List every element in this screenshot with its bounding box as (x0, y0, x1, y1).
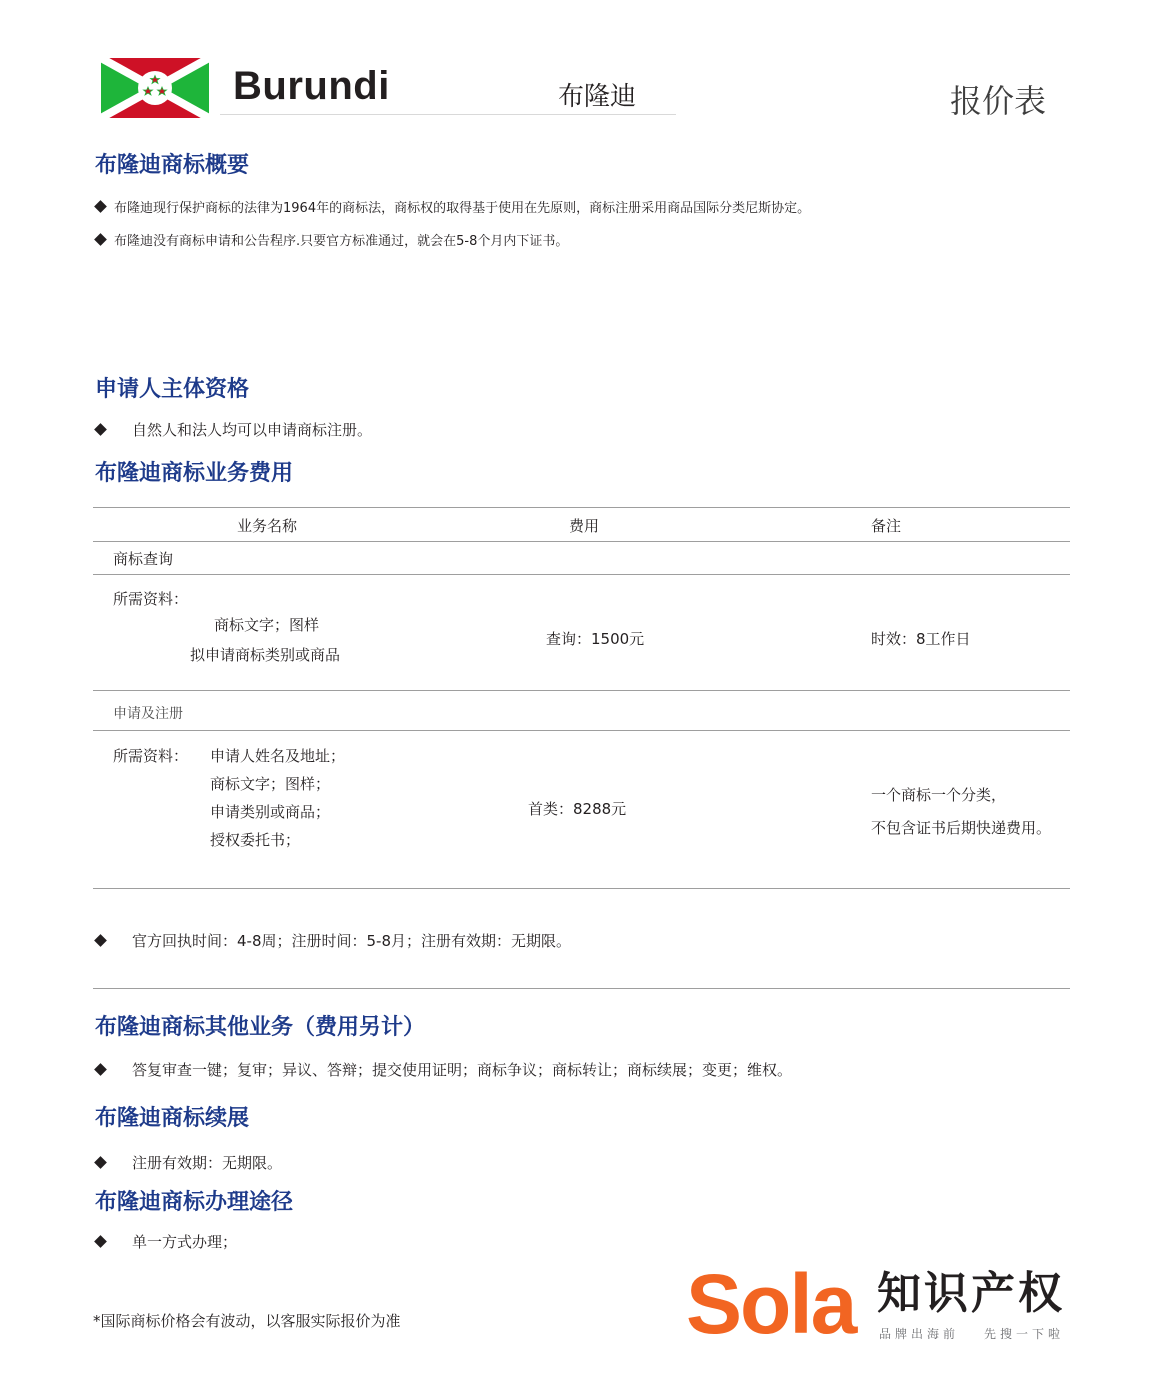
header-divider (220, 114, 676, 115)
brand-name-cn: 知识产权 (877, 1268, 1065, 1319)
burundi-flag (101, 58, 209, 118)
table-rule (93, 690, 1070, 691)
material-item: 商标文字；图样 (214, 616, 320, 634)
section-title-fees: 布隆迪商标业务费用 (95, 461, 294, 486)
material-item: 授权委托书； (210, 831, 301, 849)
column-header-remark: 备注 (871, 517, 902, 535)
service-name-search: 商标查询 (113, 550, 174, 568)
column-header-fee: 费用 (569, 517, 600, 535)
bullet-diamond-icon (94, 1235, 107, 1248)
list-item: 答复审查一键；复审；异议、答辩；提交使用证明；商标争议；商标转让；商标续展；变更；维权。 (95, 1059, 792, 1080)
service-name-registration: 申请及注册 (113, 706, 183, 722)
bullet-diamond-icon (94, 200, 107, 213)
bullet-diamond-icon (94, 1063, 107, 1076)
sola-logo: Sola (686, 1257, 856, 1351)
slogan-left: 品牌出海前 (879, 1327, 960, 1341)
list-item: 官方回执时间：4-8周；注册时间：5-8月；注册有效期：无期限。 (95, 930, 571, 951)
list-item: 注册有效期：无期限。 (95, 1152, 282, 1173)
country-name-cn: 布隆迪 (558, 82, 637, 112)
table-rule (93, 574, 1070, 575)
table-rule (93, 888, 1070, 889)
search-remark: 时效：8工作日 (871, 630, 971, 648)
material-item: 申请人姓名及地址； (210, 747, 346, 765)
materials-label: 所需资料： (113, 747, 189, 765)
bullet-diamond-icon (94, 1156, 107, 1169)
section-divider (93, 988, 1070, 989)
bullet-diamond-icon (94, 934, 107, 947)
section-title-other: 布隆迪商标其他业务（费用另计） (95, 1015, 426, 1040)
bullet-diamond-icon (94, 423, 107, 436)
section-title-overview: 布隆迪商标概要 (95, 153, 250, 178)
list-item: 布隆迪现行保护商标的法律为1964年的商标法，商标权的取得基于使用在先原则，商标注册采用商品国际分类尼斯协定。 (95, 197, 810, 216)
list-item: 单一方式办理； (95, 1231, 237, 1252)
document-type: 报价表 (950, 82, 1047, 120)
section-title-eligibility: 申请人主体资格 (95, 377, 250, 402)
table-rule (93, 507, 1070, 508)
list-item: 布隆迪没有商标申请和公告程序.只要官方标准通过，就会在5-8个月内下证书。 (95, 230, 568, 249)
section-title-renewal: 布隆迪商标续展 (95, 1106, 250, 1131)
slogan-right: 先搜一下啦 (984, 1327, 1065, 1341)
material-item: 申请类别或商品； (210, 803, 331, 821)
materials-label: 所需资料： (113, 590, 189, 608)
price-disclaimer: *国际商标价格会有波动，以客服实际报价为准 (93, 1312, 401, 1330)
table-rule (93, 541, 1070, 542)
registration-remark: 一个商标一个分类， (871, 786, 1007, 804)
registration-remark: 不包含证书后期快递费用。 (871, 819, 1052, 837)
table-rule (93, 730, 1070, 731)
registration-fee: 首类：8288元 (528, 800, 627, 818)
section-title-channel: 布隆迪商标办理途径 (95, 1190, 294, 1215)
material-item: 拟申请商标类别或商品 (190, 646, 341, 664)
column-header-name: 业务名称 (237, 517, 298, 535)
search-fee: 查询：1500元 (546, 630, 645, 648)
country-name-en: Burundi (233, 64, 390, 108)
bullet-diamond-icon (94, 233, 107, 246)
material-item: 商标文字；图样； (210, 775, 331, 793)
list-item: 自然人和法人均可以申请商标注册。 (95, 419, 372, 440)
